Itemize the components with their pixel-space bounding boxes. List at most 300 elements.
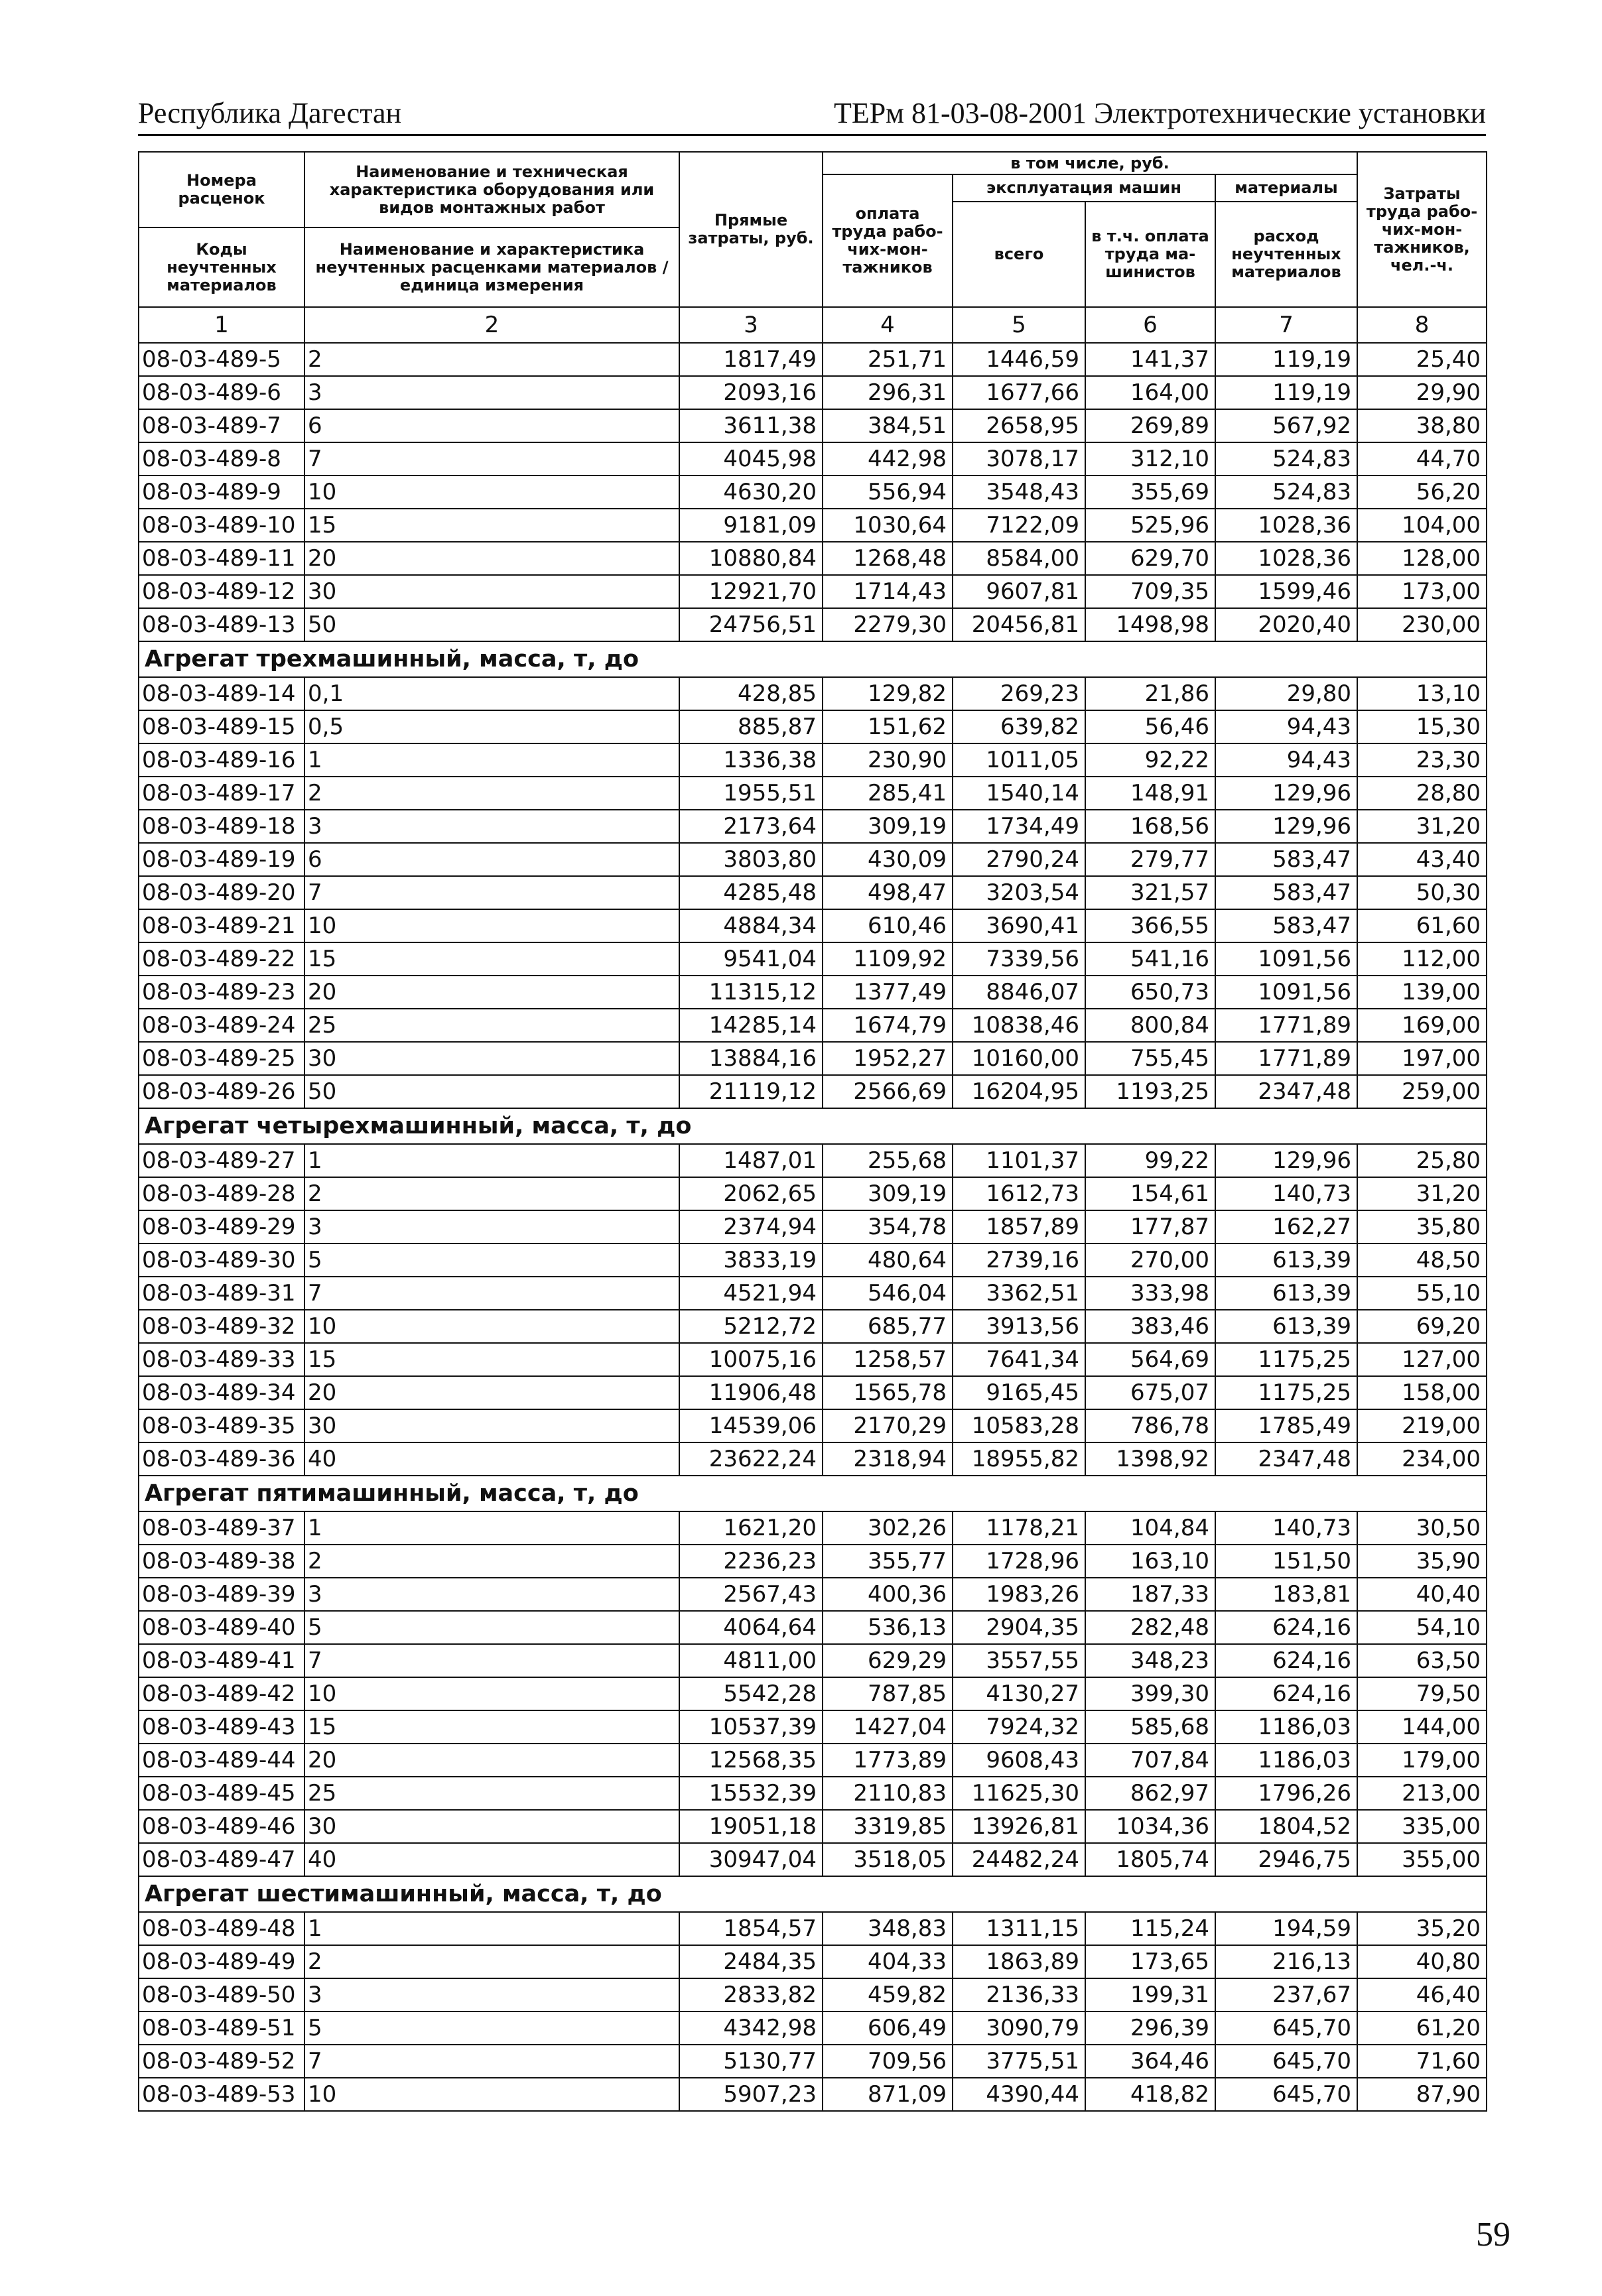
- value-cell: 54,10: [1357, 1611, 1487, 1644]
- value-cell: 312,10: [1085, 442, 1215, 476]
- value-cell: 1175,25: [1215, 1343, 1357, 1376]
- rate-code-cell: 08-03-489-48: [139, 1912, 304, 1945]
- value-cell: 629,70: [1085, 542, 1215, 575]
- value-cell: 2170,29: [823, 1409, 953, 1442]
- value-cell: 164,00: [1085, 376, 1215, 409]
- table-row: [139, 1978, 1487, 2011]
- value-cell: 3518,05: [823, 1843, 953, 1876]
- value-cell: 197,00: [1357, 1042, 1487, 1075]
- value-cell: 94,43: [1215, 743, 1357, 777]
- value-cell: 3611,38: [679, 409, 823, 442]
- value-cell: 364,46: [1085, 2045, 1215, 2078]
- mass-cell: 10: [304, 476, 679, 509]
- value-cell: 1955,51: [679, 777, 823, 810]
- col-number: 7: [1215, 307, 1357, 343]
- table-row: [139, 1177, 1487, 1210]
- value-cell: 1804,52: [1215, 1810, 1357, 1843]
- value-cell: 2904,35: [953, 1611, 1085, 1644]
- value-cell: 2279,30: [823, 608, 953, 641]
- mass-cell: 40: [304, 1843, 679, 1876]
- value-cell: 3803,80: [679, 843, 823, 876]
- table-row: [139, 1376, 1487, 1409]
- value-cell: 2318,94: [823, 1442, 953, 1476]
- hdr-machine-ops: эксплуатация машин: [953, 174, 1215, 202]
- rate-code-cell: 08-03-489-45: [139, 1777, 304, 1810]
- value-cell: 1101,37: [953, 1144, 1085, 1177]
- mass-cell: 6: [304, 409, 679, 442]
- table-row: [139, 942, 1487, 976]
- rate-code-cell: 08-03-489-37: [139, 1511, 304, 1545]
- table-row: [139, 343, 1487, 376]
- value-cell: 10537,39: [679, 1710, 823, 1744]
- mass-cell: 30: [304, 575, 679, 608]
- value-cell: 7122,09: [953, 509, 1085, 542]
- value-cell: 2484,35: [679, 1945, 823, 1978]
- value-cell: 4811,00: [679, 1644, 823, 1677]
- value-cell: 430,09: [823, 843, 953, 876]
- value-cell: 129,96: [1215, 1144, 1357, 1177]
- value-cell: 11315,12: [679, 976, 823, 1009]
- table-row: [139, 677, 1487, 710]
- value-cell: 583,47: [1215, 876, 1357, 909]
- value-cell: 14539,06: [679, 1409, 823, 1442]
- value-cell: 541,16: [1085, 942, 1215, 976]
- mass-cell: 3: [304, 376, 679, 409]
- value-cell: 321,57: [1085, 876, 1215, 909]
- value-cell: 1805,74: [1085, 1843, 1215, 1876]
- value-cell: 1258,57: [823, 1343, 953, 1376]
- value-cell: 28,80: [1357, 777, 1487, 810]
- value-cell: 556,94: [823, 476, 953, 509]
- value-cell: 2833,82: [679, 1978, 823, 2011]
- col-number: 8: [1357, 307, 1487, 343]
- value-cell: 787,85: [823, 1677, 953, 1710]
- value-cell: 11906,48: [679, 1376, 823, 1409]
- hdr-rate-numbers: Номера расценок: [139, 152, 304, 227]
- col-number: 1: [139, 307, 304, 343]
- value-cell: 348,23: [1085, 1644, 1215, 1677]
- table-row: [139, 909, 1487, 942]
- value-cell: 237,67: [1215, 1978, 1357, 2011]
- mass-cell: 5: [304, 1244, 679, 1277]
- value-cell: 213,00: [1357, 1777, 1487, 1810]
- value-cell: 1771,89: [1215, 1042, 1357, 1075]
- table-row: [139, 1075, 1487, 1108]
- value-cell: 173,00: [1357, 575, 1487, 608]
- value-cell: 216,13: [1215, 1945, 1357, 1978]
- rate-code-cell: 08-03-489-36: [139, 1442, 304, 1476]
- value-cell: 35,80: [1357, 1210, 1487, 1244]
- value-cell: 230,00: [1357, 608, 1487, 641]
- table-row: [139, 476, 1487, 509]
- value-cell: 15532,39: [679, 1777, 823, 1810]
- value-cell: 119,19: [1215, 343, 1357, 376]
- value-cell: 1377,49: [823, 976, 953, 1009]
- value-cell: 871,09: [823, 2078, 953, 2111]
- rate-code-cell: 08-03-489-52: [139, 2045, 304, 2078]
- rate-code-cell: 08-03-489-27: [139, 1144, 304, 1177]
- value-cell: 35,90: [1357, 1545, 1487, 1578]
- value-cell: 309,19: [823, 810, 953, 843]
- value-cell: 10583,28: [953, 1409, 1085, 1442]
- rate-code-cell: 08-03-489-47: [139, 1843, 304, 1876]
- value-cell: 87,90: [1357, 2078, 1487, 2111]
- mass-cell: 0,1: [304, 677, 679, 710]
- hdr-name: Наименование и техническая характеристика оборудования или видов монтажных работ: [304, 152, 679, 227]
- value-cell: 3078,17: [953, 442, 1085, 476]
- rate-code-cell: 08-03-489-14: [139, 677, 304, 710]
- rate-code-cell: 08-03-489-15: [139, 710, 304, 743]
- value-cell: 3319,85: [823, 1810, 953, 1843]
- value-cell: 4064,64: [679, 1611, 823, 1644]
- rate-code-cell: 08-03-489-12: [139, 575, 304, 608]
- table-row: [139, 1644, 1487, 1677]
- value-cell: 613,39: [1215, 1244, 1357, 1277]
- value-cell: 270,00: [1085, 1244, 1215, 1277]
- section-title: Агрегат шестимашинный, масса, т, до: [139, 1876, 1487, 1912]
- value-cell: 8584,00: [953, 542, 1085, 575]
- value-cell: 1785,49: [1215, 1409, 1357, 1442]
- mass-cell: 40: [304, 1442, 679, 1476]
- col-number: 4: [823, 307, 953, 343]
- value-cell: 675,07: [1085, 1376, 1215, 1409]
- rate-code-cell: 08-03-489-29: [139, 1210, 304, 1244]
- value-cell: 43,40: [1357, 843, 1487, 876]
- value-cell: 399,30: [1085, 1677, 1215, 1710]
- mass-cell: 30: [304, 1042, 679, 1075]
- value-cell: 12568,35: [679, 1744, 823, 1777]
- table-row: [139, 1144, 1487, 1177]
- mass-cell: 5: [304, 1611, 679, 1644]
- value-cell: 4390,44: [953, 2078, 1085, 2111]
- value-cell: 269,89: [1085, 409, 1215, 442]
- rate-code-cell: 08-03-489-26: [139, 1075, 304, 1108]
- mass-cell: 20: [304, 1744, 679, 1777]
- rate-code-cell: 08-03-489-30: [139, 1244, 304, 1277]
- table-row: [139, 2011, 1487, 2045]
- value-cell: 56,20: [1357, 476, 1487, 509]
- value-cell: 1498,98: [1085, 608, 1215, 641]
- rate-code-cell: 08-03-489-35: [139, 1409, 304, 1442]
- value-cell: 128,00: [1357, 542, 1487, 575]
- value-cell: 9607,81: [953, 575, 1085, 608]
- value-cell: 2374,94: [679, 1210, 823, 1244]
- value-cell: 4130,27: [953, 1677, 1085, 1710]
- mass-cell: 3: [304, 1578, 679, 1611]
- rate-code-cell: 08-03-489-42: [139, 1677, 304, 1710]
- table-row: [139, 542, 1487, 575]
- value-cell: 564,69: [1085, 1343, 1215, 1376]
- value-cell: 296,39: [1085, 2011, 1215, 2045]
- rate-code-cell: 08-03-489-6: [139, 376, 304, 409]
- value-cell: 16204,95: [953, 1075, 1085, 1108]
- value-cell: 162,27: [1215, 1210, 1357, 1244]
- value-cell: 251,71: [823, 343, 953, 376]
- rate-code-cell: 08-03-489-20: [139, 876, 304, 909]
- value-cell: 9608,43: [953, 1744, 1085, 1777]
- value-cell: 9541,04: [679, 942, 823, 976]
- value-cell: 179,00: [1357, 1744, 1487, 1777]
- value-cell: 629,29: [823, 1644, 953, 1677]
- value-cell: 1034,36: [1085, 1810, 1215, 1843]
- hdr-labor-pay: оплата труда рабо-чих-мон-тажников: [823, 174, 953, 307]
- mass-cell: 10: [304, 1310, 679, 1343]
- value-cell: 404,33: [823, 1945, 953, 1978]
- value-cell: 1771,89: [1215, 1009, 1357, 1042]
- value-cell: 21,86: [1085, 677, 1215, 710]
- value-cell: 525,96: [1085, 509, 1215, 542]
- value-cell: 1028,36: [1215, 509, 1357, 542]
- rate-code-cell: 08-03-489-13: [139, 608, 304, 641]
- mass-cell: 30: [304, 1409, 679, 1442]
- value-cell: 173,65: [1085, 1945, 1215, 1978]
- table-row: [139, 1343, 1487, 1376]
- value-cell: 400,36: [823, 1578, 953, 1611]
- value-cell: 194,59: [1215, 1912, 1357, 1945]
- value-cell: 168,56: [1085, 810, 1215, 843]
- value-cell: 3557,55: [953, 1644, 1085, 1677]
- value-cell: 112,00: [1357, 942, 1487, 976]
- table-row: [139, 608, 1487, 641]
- table-row: [139, 1511, 1487, 1545]
- mass-cell: 30: [304, 1810, 679, 1843]
- mass-cell: 2: [304, 343, 679, 376]
- value-cell: 709,56: [823, 2045, 953, 2078]
- value-cell: 1487,01: [679, 1144, 823, 1177]
- value-cell: 1817,49: [679, 343, 823, 376]
- value-cell: 355,77: [823, 1545, 953, 1578]
- value-cell: 18955,82: [953, 1442, 1085, 1476]
- value-cell: 3913,56: [953, 1310, 1085, 1343]
- value-cell: 104,00: [1357, 509, 1487, 542]
- value-cell: 498,47: [823, 876, 953, 909]
- col-number: 3: [679, 307, 823, 343]
- mass-cell: 10: [304, 2078, 679, 2111]
- section-header-row: [139, 641, 1487, 677]
- table-row: [139, 1042, 1487, 1075]
- col-number: 6: [1085, 307, 1215, 343]
- value-cell: 13884,16: [679, 1042, 823, 1075]
- value-cell: 31,20: [1357, 1177, 1487, 1210]
- value-cell: 151,50: [1215, 1545, 1357, 1578]
- value-cell: 546,04: [823, 1277, 953, 1310]
- rate-code-cell: 08-03-489-25: [139, 1042, 304, 1075]
- rate-code-cell: 08-03-489-7: [139, 409, 304, 442]
- value-cell: 127,00: [1357, 1343, 1487, 1376]
- value-cell: 23622,24: [679, 1442, 823, 1476]
- value-cell: 129,96: [1215, 810, 1357, 843]
- value-cell: 355,69: [1085, 476, 1215, 509]
- table-row: [139, 509, 1487, 542]
- table-row: [139, 442, 1487, 476]
- rate-code-cell: 08-03-489-34: [139, 1376, 304, 1409]
- value-cell: 19051,18: [679, 1810, 823, 1843]
- value-cell: 2347,48: [1215, 1075, 1357, 1108]
- section-header-row: [139, 1476, 1487, 1511]
- table-row: [139, 1442, 1487, 1476]
- value-cell: 755,45: [1085, 1042, 1215, 1075]
- page-number: 59: [1476, 2216, 1510, 2254]
- value-cell: 144,00: [1357, 1710, 1487, 1744]
- rate-code-cell: 08-03-489-28: [139, 1177, 304, 1210]
- rate-code-cell: 08-03-489-33: [139, 1343, 304, 1376]
- rate-code-cell: 08-03-489-53: [139, 2078, 304, 2111]
- value-cell: 5542,28: [679, 1677, 823, 1710]
- value-cell: 1796,26: [1215, 1777, 1357, 1810]
- value-cell: 1186,03: [1215, 1710, 1357, 1744]
- value-cell: 10838,46: [953, 1009, 1085, 1042]
- hdr-materials: материалы: [1215, 174, 1357, 202]
- table-header: [139, 152, 1487, 307]
- value-cell: 524,83: [1215, 442, 1357, 476]
- hdr-unaccounted-name: Наименование и характеристика неучтенных расценками материалов / единица измерения: [304, 227, 679, 307]
- mass-cell: 1: [304, 1511, 679, 1545]
- value-cell: 650,73: [1085, 976, 1215, 1009]
- value-cell: 383,46: [1085, 1310, 1215, 1343]
- value-cell: 1674,79: [823, 1009, 953, 1042]
- value-cell: 2173,64: [679, 810, 823, 843]
- value-cell: 15,30: [1357, 710, 1487, 743]
- value-cell: 13926,81: [953, 1810, 1085, 1843]
- mass-cell: 6: [304, 843, 679, 876]
- value-cell: 1011,05: [953, 743, 1085, 777]
- value-cell: 129,82: [823, 677, 953, 710]
- table-row: [139, 1710, 1487, 1744]
- value-cell: 862,97: [1085, 1777, 1215, 1810]
- rates-table: [138, 151, 1487, 2112]
- value-cell: 4342,98: [679, 2011, 823, 2045]
- value-cell: 2946,75: [1215, 1843, 1357, 1876]
- mass-cell: 0,5: [304, 710, 679, 743]
- value-cell: 23,30: [1357, 743, 1487, 777]
- value-cell: 119,19: [1215, 376, 1357, 409]
- value-cell: 158,00: [1357, 1376, 1487, 1409]
- table-row: [139, 743, 1487, 777]
- value-cell: 1028,36: [1215, 542, 1357, 575]
- table-row: [139, 1244, 1487, 1277]
- value-cell: 50,30: [1357, 876, 1487, 909]
- hdr-machinist-pay: в т.ч. оплата труда ма-шинистов: [1085, 202, 1215, 307]
- value-cell: 1268,48: [823, 542, 953, 575]
- hdr-unaccounted-consumption: расход неучтенных материалов: [1215, 202, 1357, 307]
- table-row: [139, 1409, 1487, 1442]
- value-cell: 348,83: [823, 1912, 953, 1945]
- value-cell: 1109,92: [823, 942, 953, 976]
- rate-code-cell: 08-03-489-32: [139, 1310, 304, 1343]
- value-cell: 333,98: [1085, 1277, 1215, 1310]
- value-cell: 71,60: [1357, 2045, 1487, 2078]
- table-row: [139, 376, 1487, 409]
- value-cell: 707,84: [1085, 1744, 1215, 1777]
- value-cell: 63,50: [1357, 1644, 1487, 1677]
- value-cell: 35,20: [1357, 1912, 1487, 1945]
- value-cell: 606,49: [823, 2011, 953, 2045]
- value-cell: 1863,89: [953, 1945, 1085, 1978]
- value-cell: 1599,46: [1215, 575, 1357, 608]
- value-cell: 140,73: [1215, 1511, 1357, 1545]
- rate-code-cell: 08-03-489-31: [139, 1277, 304, 1310]
- rate-code-cell: 08-03-489-8: [139, 442, 304, 476]
- value-cell: 183,81: [1215, 1578, 1357, 1611]
- value-cell: 154,61: [1085, 1177, 1215, 1210]
- value-cell: 11625,30: [953, 1777, 1085, 1810]
- value-cell: 685,77: [823, 1310, 953, 1343]
- section-title: Агрегат четырехмашинный, масса, т, до: [139, 1108, 1487, 1144]
- mass-cell: 7: [304, 876, 679, 909]
- header-document-code: ТЕРм 81-03-08-2001 Электротехнические установки: [833, 97, 1486, 129]
- value-cell: 230,90: [823, 743, 953, 777]
- rate-code-cell: 08-03-489-17: [139, 777, 304, 810]
- rate-code-cell: 08-03-489-23: [139, 976, 304, 1009]
- value-cell: 7641,34: [953, 1343, 1085, 1376]
- value-cell: 2062,65: [679, 1177, 823, 1210]
- table-row: [139, 1744, 1487, 1777]
- value-cell: 25,40: [1357, 343, 1487, 376]
- mass-cell: 15: [304, 1343, 679, 1376]
- mass-cell: 1: [304, 1144, 679, 1177]
- value-cell: 24756,51: [679, 608, 823, 641]
- rate-code-cell: 08-03-489-22: [139, 942, 304, 976]
- mass-cell: 15: [304, 942, 679, 976]
- value-cell: 5130,77: [679, 2045, 823, 2078]
- rate-code-cell: 08-03-489-51: [139, 2011, 304, 2045]
- table-row: [139, 1912, 1487, 1945]
- value-cell: 613,39: [1215, 1310, 1357, 1343]
- mass-cell: 5: [304, 2011, 679, 2045]
- mass-cell: 7: [304, 1644, 679, 1677]
- value-cell: 30947,04: [679, 1843, 823, 1876]
- value-cell: 639,82: [953, 710, 1085, 743]
- value-cell: 1565,78: [823, 1376, 953, 1409]
- value-cell: 624,16: [1215, 1677, 1357, 1710]
- value-cell: 2739,16: [953, 1244, 1085, 1277]
- value-cell: 1186,03: [1215, 1744, 1357, 1777]
- mass-cell: 7: [304, 1277, 679, 1310]
- section-header-row: [139, 1876, 1487, 1912]
- rate-code-cell: 08-03-489-46: [139, 1810, 304, 1843]
- value-cell: 583,47: [1215, 909, 1357, 942]
- value-cell: 169,00: [1357, 1009, 1487, 1042]
- column-numbers-row: [139, 307, 1487, 343]
- value-cell: 296,31: [823, 376, 953, 409]
- value-cell: 129,96: [1215, 777, 1357, 810]
- value-cell: 2658,95: [953, 409, 1085, 442]
- value-cell: 48,50: [1357, 1244, 1487, 1277]
- value-cell: 613,39: [1215, 1277, 1357, 1310]
- value-cell: 56,46: [1085, 710, 1215, 743]
- table-row: [139, 1945, 1487, 1978]
- table-row: [139, 575, 1487, 608]
- value-cell: 1540,14: [953, 777, 1085, 810]
- value-cell: 1728,96: [953, 1545, 1085, 1578]
- value-cell: 8846,07: [953, 976, 1085, 1009]
- value-cell: 3090,79: [953, 2011, 1085, 2045]
- value-cell: 30,50: [1357, 1511, 1487, 1545]
- value-cell: 610,46: [823, 909, 953, 942]
- rate-code-cell: 08-03-489-11: [139, 542, 304, 575]
- table-row: [139, 1777, 1487, 1810]
- table-row: [139, 777, 1487, 810]
- value-cell: 709,35: [1085, 575, 1215, 608]
- value-cell: 279,77: [1085, 843, 1215, 876]
- value-cell: 7924,32: [953, 1710, 1085, 1744]
- value-cell: 219,00: [1357, 1409, 1487, 1442]
- value-cell: 44,70: [1357, 442, 1487, 476]
- mass-cell: 20: [304, 976, 679, 1009]
- table-row: [139, 1277, 1487, 1310]
- value-cell: 259,00: [1357, 1075, 1487, 1108]
- mass-cell: 50: [304, 608, 679, 641]
